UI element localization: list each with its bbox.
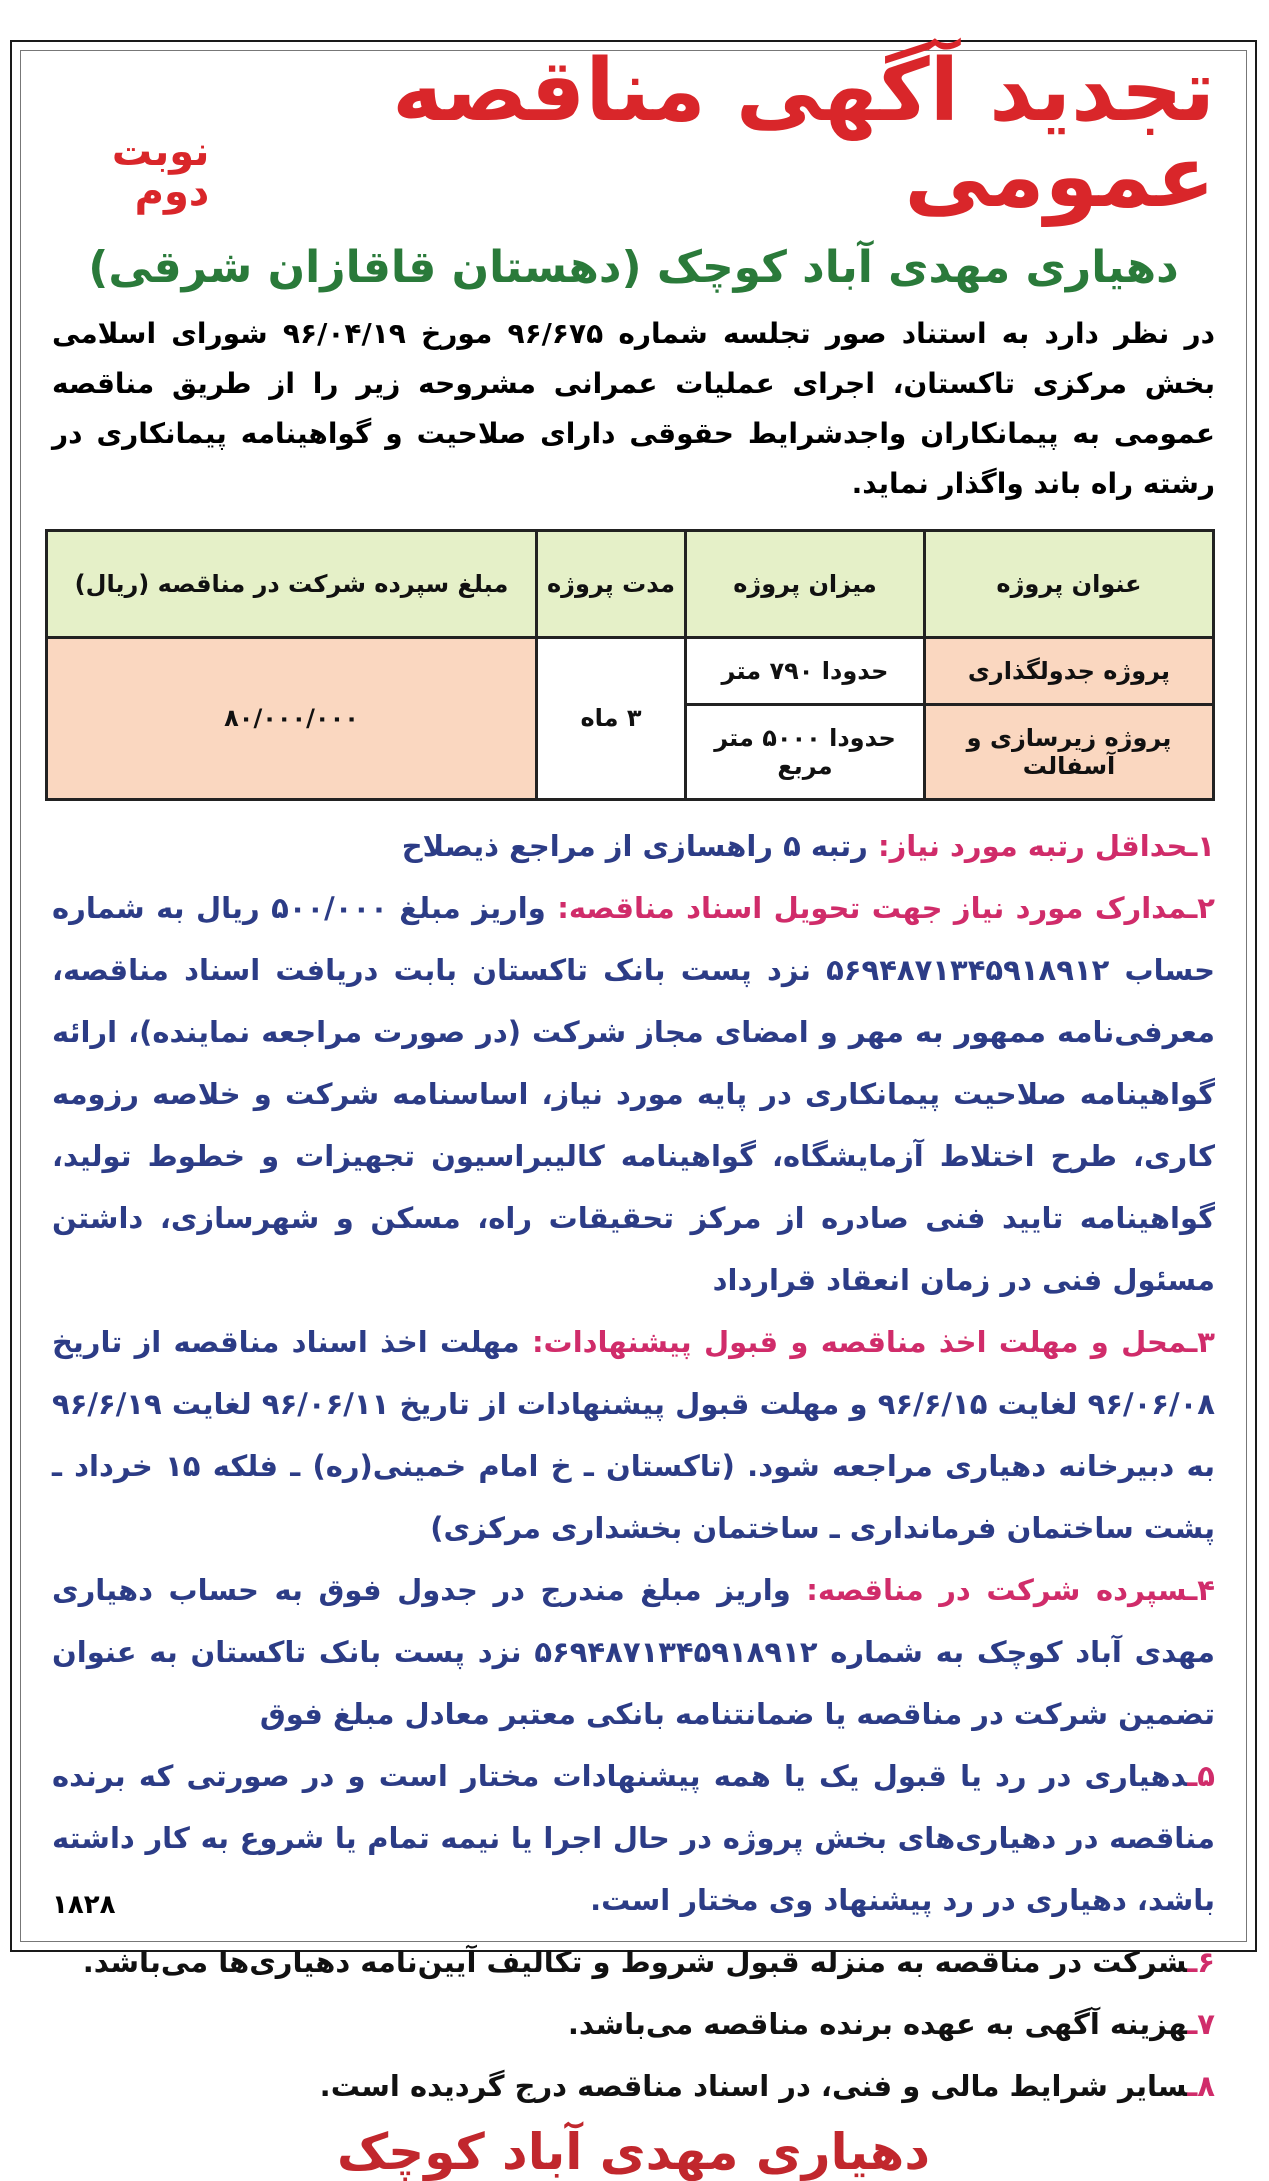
list-item [52,1931,1215,1993]
header-project-amount: میزان پروژه [686,530,925,637]
item-text: شرکت در مناقصه به منزله قبول شروط و تکالیف آیین‌نامه دهیاری‌ها می‌باشد. [82,1944,1188,1979]
item-number: ۲ـ [1187,890,1215,925]
item-number: ۴ـ [1187,1572,1215,1607]
list-item [52,1993,1215,2055]
title-row [52,41,1215,227]
duration-cell: ۳ ماه [537,637,686,799]
item-heading: محل و مهلت اخذ مناقصه و قبول پیشنهادات: [531,1324,1188,1359]
table-header-row [47,530,1214,637]
header-project-duration: مدت پروژه [537,530,686,637]
item-text: رتبه ۵ راهسازی از مراجع ذیصلاح [401,828,868,863]
item-number: ۱ـ [1187,828,1215,863]
item-number: ۶ـ [1187,1944,1215,1979]
list-item [52,877,1215,1311]
notice-content [52,41,1215,2181]
item-number: ۵ـ [1187,1758,1215,1793]
notice-subtitle: دهیاری مهدی آباد کوچک (دهستان قاقازان شرقی) [88,242,1179,293]
item-number: ۸ـ [1187,2068,1215,2103]
header-deposit: مبلغ سپرده شرکت در مناقصه (ریال) [47,530,537,637]
item-number: ۳ـ [1187,1324,1215,1359]
notice-title: تجدید آگهی مناقصه عمومی [392,41,1215,227]
ad-number: ۱۸۲۸ [52,1890,116,1920]
signature-name: دهیاری مهدی آباد کوچک [336,2122,931,2181]
item-text: سایر شرایط مالی و فنی، در اسناد مناقصه درج گردیده است. [319,2068,1188,2103]
item-heading: مدارک مورد نیاز جهت تحویل اسناد مناقصه: [557,890,1188,925]
item-heading: سپرده شرکت در مناقصه: [806,1572,1188,1607]
header-project-title: عنوان پروژه [925,530,1214,637]
list-item [52,1745,1215,1931]
row2-title: پروژه زیرسازی و آسفالت [925,704,1214,799]
item-text: دهیاری در رد یا قبول یک یا همه پیشنهادات مختار است و در صورتی که برنده مناقصه در دهیاری‌های بخش پروژه در حال اجرا یا نیمه تمام یا شروع به کار داشته باشد، دهیاری در رد پیشنهاد وی مختار است. [52,1758,1215,1917]
item-text: واریز مبلغ مندرج در جدول فوق به حساب دهیاری مهدی آباد کوچک به شماره ۵۶۹۴۸۷۱۳۴۵۹۱۸۹۱۲ نزد پست بانک تاکستان به عنوان تضمین شرکت در مناقصه یا ضمانتنامه بانکی معتبر معادل مبلغ فوق [52,1572,1215,1731]
notice-round: نوبت دوم [111,129,210,215]
conditions-list [52,815,1215,2117]
row2-amount: حدودا ۵۰۰۰ متر مربع [686,704,925,799]
item-heading: حداقل رتبه مورد نیاز: [877,828,1188,863]
list-item [52,2055,1215,2117]
item-text: مهلت اخذ اسناد مناقصه از تاریخ ۹۶/۰۶/۰۸ لغایت ۹۶/۶/۱۵ و مهلت قبول پیشنهادات از تاریخ ۹۶/۰۶/۱۱ لغایت ۹۶/۶/۱۹ به دبیرخانه دهیاری مراجعه شود. (تاکستان ـ خ امام خمینی(ره) ـ فلکه ۱۵ خرداد ـ پشت ساختمان فرمانداری ـ ساختمان بخشداری مرکزی) [52,1324,1215,1545]
item-text: هزینه آگهی به عهده برنده مناقصه می‌باشد. [567,2006,1188,2041]
list-item [52,1559,1215,1745]
row1-amount: حدودا ۷۹۰ متر [686,637,925,704]
list-item [52,815,1215,877]
item-text: واریز مبلغ ۵۰۰/۰۰۰ ریال به شماره حساب ۵۶۹۴۸۷۱۳۴۵۹۱۸۹۱۲ نزد پست بانک تاکستان بابت دریافت اسناد مناقصه، معرفی‌نامه ممهور به مهر و امضای مجاز شرکت (در صورت مراجعه نماینده)، ارائه گواهینامه صلاحیت پیمانکاری در پایه مورد نیاز، اساسنامه شرکت و خلاصه رزومه کاری، طرح اختلاط آزمایشگاه، گواهینامه کالیبراسیون تجهیزات و خطوط تولید، گواهینامه تایید فنی صادره از مرکز تحقیقات راه، مسکن و شهرسازی، داشتن مسئول فنی در زمان انعقاد قرارداد [52,890,1215,1297]
projects-table [45,529,1215,801]
intro-paragraph: در نظر دارد به استناد صور تجلسه شماره ۹۶/۶۷۵ مورخ ۹۶/۰۴/۱۹ شورای اسلامی بخش مرکزی تاکستان، اجرای عملیات عمرانی مشروحه زیر را از طریق مناقصه عمومی به پیمانکاران واجدشرایط حقوقی دارای صلاحیت و گواهینامه پیمانکاری در رشته راه باند واگذار نماید. [52,316,1215,500]
item-number: ۷ـ [1187,2006,1215,2041]
list-item [52,1311,1215,1559]
deposit-cell: ۸۰/۰۰۰/۰۰۰ [47,637,537,799]
row1-title: پروژه جدولگذاری [925,637,1214,704]
table-row [47,637,1214,704]
notice-frame [10,40,1257,2181]
